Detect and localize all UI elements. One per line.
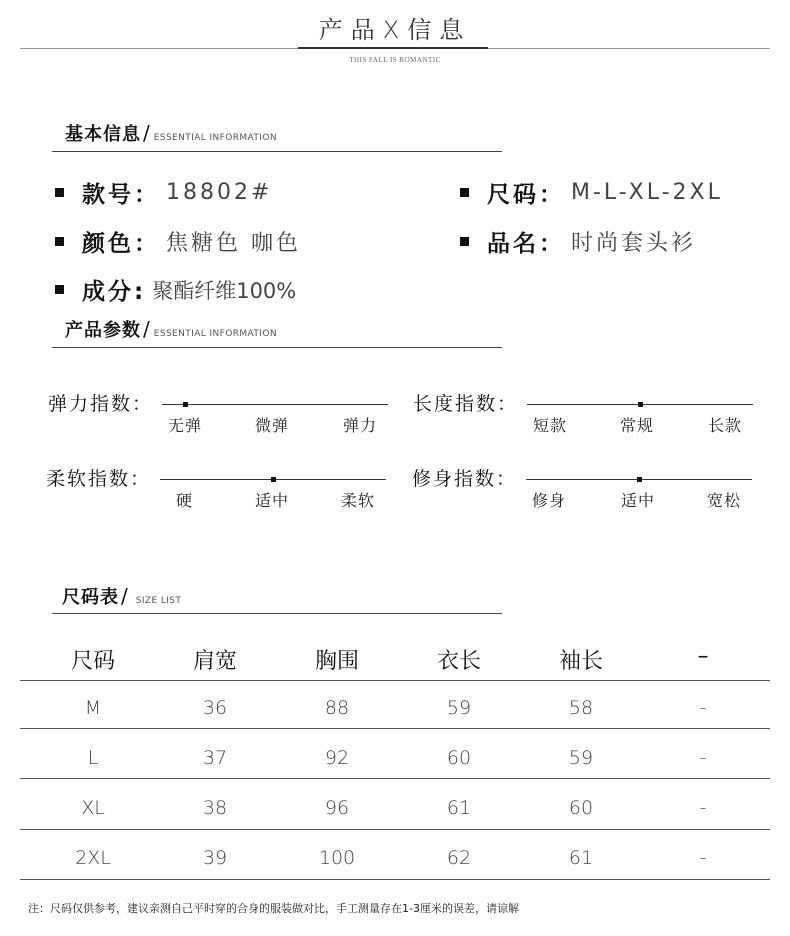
style-no-label: 款号： — [82, 182, 160, 208]
fit-option-1: 修身 — [532, 491, 567, 510]
fit-marker — [637, 477, 642, 482]
fit-option-3: 宽松 — [707, 491, 742, 510]
table-rule — [20, 728, 770, 729]
bullet-icon — [55, 237, 64, 246]
params-rule — [52, 347, 502, 348]
col-header-extra: – — [697, 644, 709, 669]
basic-info-header — [65, 120, 277, 146]
softness-label: 柔软指数： — [46, 468, 152, 490]
table-cell: - — [699, 697, 707, 719]
length-option-3: 长款 — [708, 416, 743, 435]
table-rule — [20, 829, 770, 830]
table-cell: 60 — [568, 797, 594, 819]
style-no-row — [55, 176, 272, 209]
section-slash: / — [143, 121, 150, 145]
table-cell: 61 — [446, 797, 472, 819]
elasticity-option-2: 微弹 — [255, 416, 290, 435]
fit-option-2: 适中 — [621, 491, 656, 510]
size-table-subtitle: SIZE LIST — [135, 596, 182, 606]
table-cell: 100 — [318, 847, 356, 869]
table-cell: M — [84, 697, 102, 719]
basic-info-rule — [52, 151, 502, 152]
table-rule — [20, 778, 770, 779]
table-cell: 62 — [446, 847, 472, 869]
color-label: 颜色： — [82, 231, 160, 257]
col-header-shoulder: 肩宽 — [192, 649, 237, 674]
table-cell: 39 — [202, 847, 228, 869]
col-header-chest: 胸围 — [314, 649, 359, 674]
product-name-label: 品名： — [487, 231, 565, 257]
table-cell: 38 — [202, 797, 228, 819]
size-label: 尺码： — [487, 182, 565, 208]
params-header — [65, 316, 277, 342]
table-cell: 61 — [568, 847, 594, 869]
color-row — [55, 225, 301, 258]
material-value: 聚酯纤维100% — [152, 278, 297, 303]
table-cell: L — [87, 747, 99, 769]
elasticity-option-1: 无弹 — [168, 416, 203, 435]
page-title: 产品X信息 — [318, 16, 472, 44]
size-table-title: 尺码表 — [62, 587, 119, 608]
table-cell: - — [699, 747, 707, 769]
bullet-icon — [55, 188, 64, 197]
table-rule — [20, 680, 770, 681]
style-no-value: 18802# — [166, 180, 273, 205]
table-cell: 60 — [446, 747, 472, 769]
page-subtitle: THIS FALL IS ROMANTIC — [349, 56, 441, 64]
elasticity-scale-line — [162, 404, 388, 405]
length-option-1: 短款 — [533, 416, 568, 435]
size-table-header — [62, 583, 181, 609]
bullet-icon — [460, 237, 469, 246]
length-label: 长度指数： — [413, 393, 519, 415]
section-slash: / — [121, 584, 128, 608]
col-header-sleeve: 袖长 — [558, 649, 603, 674]
size-note: 注：尺码仅供参考，建议亲测自己平时穿的合身的服装做对比，手工测量存在1-3厘米的误差，请谅解 — [28, 902, 519, 915]
size-table-rule — [52, 613, 502, 614]
fit-label: 修身指数： — [412, 468, 518, 490]
elasticity-label: 弹力指数： — [48, 393, 154, 415]
product-name-value: 时尚套头衫 — [571, 231, 697, 256]
table-cell: 96 — [324, 797, 350, 819]
table-cell: 2XL — [75, 847, 111, 869]
table-cell: 88 — [324, 697, 350, 719]
basic-info-title: 基本信息 — [65, 124, 141, 145]
elasticity-option-3: 弹力 — [343, 416, 378, 435]
softness-marker — [271, 477, 276, 482]
size-row — [460, 176, 723, 209]
table-cell: 92 — [324, 747, 350, 769]
softness-option-1: 硬 — [176, 491, 194, 510]
softness-option-2: 适中 — [255, 491, 290, 510]
bullet-icon — [55, 285, 64, 294]
params-title: 产品参数 — [65, 320, 141, 341]
softness-option-3: 柔软 — [341, 491, 376, 510]
length-marker — [638, 402, 643, 407]
table-cell: 59 — [446, 697, 472, 719]
col-header-length: 衣长 — [436, 649, 481, 674]
color-value: 焦糖色 咖色 — [166, 231, 301, 256]
basic-info-subtitle: ESSENTIAL INFORMATION — [153, 133, 277, 143]
table-cell: 37 — [202, 747, 228, 769]
size-value: M-L-XL-2XL — [571, 180, 723, 205]
bullet-icon — [460, 188, 469, 197]
material-row — [55, 273, 296, 306]
params-subtitle: ESSENTIAL INFORMATION — [153, 329, 277, 339]
table-cell: XL — [81, 797, 105, 819]
product-name-row — [460, 225, 696, 258]
table-cell: 59 — [568, 747, 594, 769]
table-rule — [20, 879, 770, 880]
table-cell: - — [699, 847, 707, 869]
table-cell: 36 — [202, 697, 228, 719]
material-label: 成分: — [82, 279, 147, 305]
length-option-2: 常规 — [620, 416, 655, 435]
elasticity-marker — [183, 402, 188, 407]
title-underline — [298, 47, 488, 49]
section-slash: / — [143, 317, 150, 341]
table-cell: - — [699, 797, 707, 819]
col-header-size: 尺码 — [70, 649, 115, 674]
table-cell: 58 — [568, 697, 594, 719]
